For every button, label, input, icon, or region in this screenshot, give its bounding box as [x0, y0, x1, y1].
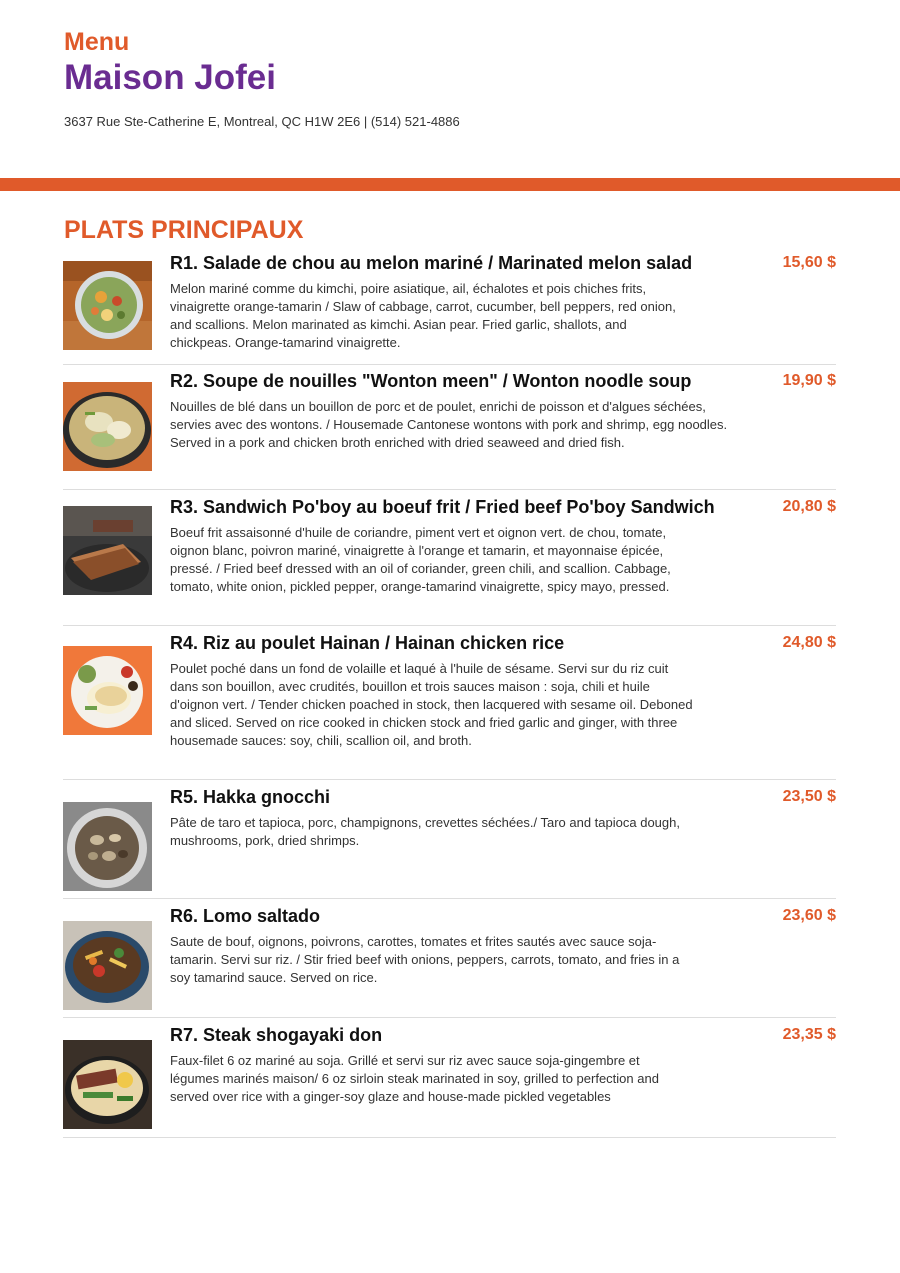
item-description: Faux-filet 6 oz mariné au soja. Grillé et servi sur riz avec sauce soja-gingembre et légumes marinés maison/ 6 oz sirloin steak marinated in soy, grilled to perfection and served over rice with a ginger-soy glaze and house-made pickled vegetables — [170, 1053, 659, 1104]
item-title: R2. Soupe de nouilles "Wonton meen" / Wonton noodle soup — [170, 371, 692, 391]
dish-photo-poboy-sandwich — [63, 506, 152, 595]
item-title: R5. Hakka gnocchi — [170, 787, 331, 807]
menu-item — [63, 370, 836, 490]
dish-photo-hakka-gnocchi — [63, 802, 152, 891]
item-description: Boeuf frit assaisonné d'huile de coriandre, piment vert et oignon vert. de chou, tomate, oignon blanc, poivron mariné, vinaigrette à l'orange et tamarin, et mayonnaise épicée, pressé. / Fried beef dressed with an oil of coriander, green chili, and scallion. Cabbage, tomato, white onion, pickled pepper, orange-tamarind vinaigrette, spicy mayo, pressed. — [170, 525, 671, 594]
menu-item — [63, 786, 836, 899]
item-price: 23,35 $ — [782, 1026, 836, 1043]
menu-items-list — [63, 252, 836, 1138]
item-description: Poulet poché dans un fond de volaille et laqué à l'huile de sésame. Servi sur du riz cuit dans son bouillon, avec crudités, bouillon et trois sauces maison : soja, chili et huile d'oignon vert. / Tender chicken poached in stock, then lacquered with sesame oil. Deboned and sliced. Served on rice cooked in chicken stock and fried garlic and ginger, with three housemade sauces: soy, chili, scallion oil, and broth. — [170, 661, 693, 748]
item-price: 19,90 $ — [782, 372, 836, 389]
item-price: 23,60 $ — [782, 907, 836, 924]
menu-header — [64, 28, 844, 130]
item-title: R7. Steak shogayaki don — [170, 1025, 383, 1045]
item-description: Nouilles de blé dans un bouillon de porc et de poulet, enrichi de poisson et d'algues séchées, servies avec des wontons. / Housemade Cantonese wontons with pork and shrimp, egg noodles. Served in a pork and chicken broth enriched with dried seaweed and dried fish. — [170, 399, 728, 450]
item-title: R4. Riz au poulet Hainan / Hainan chicken rice — [170, 633, 565, 653]
item-title: R6. Lomo saltado — [170, 906, 321, 926]
item-title: R1. Salade de chou au melon mariné / Marinated melon salad — [170, 253, 693, 273]
menu-item — [63, 252, 836, 365]
item-price: 23,50 $ — [782, 788, 836, 805]
item-description: Melon mariné comme du kimchi, poire asiatique, ail, échalotes et pois chiches frits, vinaigrette orange-tamarin / Slaw of cabbage, carrot, cucumber, bell peppers, red onion, and scallions. Melon marinated as kimchi. Asian pear. Fried garlic, shallots, and chickpeas. Orange-tamarind vinaigrette. — [170, 281, 676, 350]
item-description: Pâte de taro et tapioca, porc, champignons, crevettes séchées./ Taro and tapioca dough, mushrooms, pork, dried shrimps. — [170, 815, 680, 848]
item-title: R3. Sandwich Po'boy au boeuf frit / Fried beef Po'boy Sandwich — [170, 497, 715, 517]
item-description: Saute de bouf, oignons, poivrons, carottes, tomates et frites sautés avec sauce soja-tamarin. Servi sur riz. / Stir fried beef with onions, peppers, carrots, tomato, and fries in a soy tamarind sauce. Served on rice. — [170, 934, 680, 985]
dish-photo-hainan-chicken-rice — [63, 646, 152, 735]
menu-item — [63, 905, 836, 1018]
menu-label: Menu — [64, 28, 130, 56]
dish-photo-lomo-saltado — [63, 921, 152, 1010]
section-title: PLATS PRINCIPAUX — [64, 216, 304, 244]
item-price: 24,80 $ — [782, 634, 836, 651]
item-price: 20,80 $ — [782, 498, 836, 515]
restaurant-name: Maison Jofei — [64, 58, 276, 97]
header-divider-bar — [0, 178, 900, 191]
dish-photo-melon-salad — [63, 261, 152, 350]
menu-item — [63, 496, 836, 626]
dish-photo-steak-shogayaki-don — [63, 1040, 152, 1129]
restaurant-address: 3637 Rue Ste-Catherine E, Montreal, QC H1W 2E6 | (514) 521-4886 — [64, 114, 460, 129]
menu-item — [63, 1024, 836, 1138]
menu-item — [63, 632, 836, 780]
dish-photo-wonton-soup — [63, 382, 152, 471]
item-price: 15,60 $ — [782, 254, 836, 271]
